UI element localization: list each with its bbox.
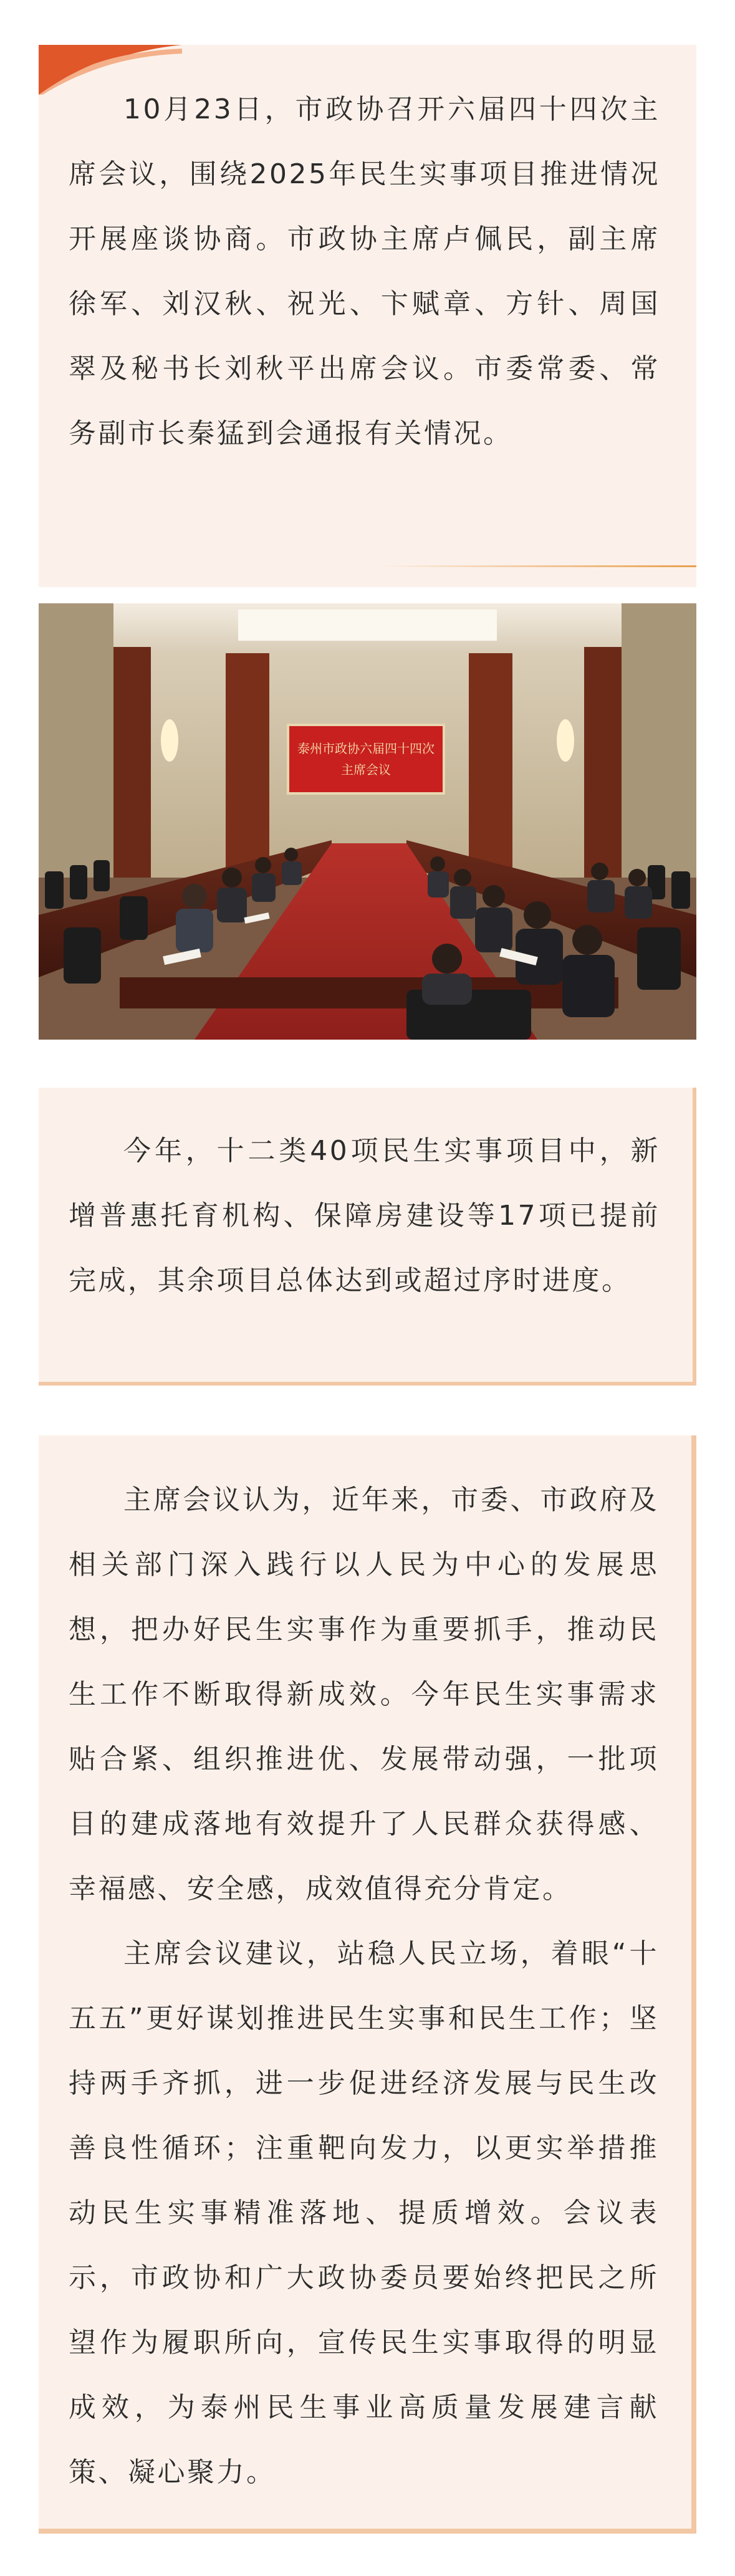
banner-title-line2: 主席会议	[341, 762, 391, 777]
conclusion-paragraph-2: 主席会议建议，站稳人民立场，着眼“十五五”更好谋划推进民生实事和民生工作；坚持两手齐抓，进一步促进经济发展与民生改善良性循环；注重靶向发力，以更实举措推动民生实事精准落地、提质增效。会议表示，市政协和广大政协委员要始终把民之所望作为履职所向，宣传民生实事取得的明显成效，为泰州民生事业高质量发展建言献策、凝心聚力。	[69, 1938, 659, 2488]
meeting-photo	[39, 603, 696, 1040]
progress-card	[39, 1088, 696, 1386]
progress-paragraph: 今年，十二类40项民生实事项目中，新增普惠托育机构、保障房建设等17项已提前完成，其余项目总体达到或超过序时进度。	[69, 1135, 660, 1296]
decorative-underline	[375, 565, 696, 567]
intro-card	[39, 45, 696, 587]
conclusion-paragraph-1: 主席会议认为，近年来，市委、市政府及相关部门深入践行以人民为中心的发展思想，把办好民生实事作为重要抓手，推动民生工作不断取得新成效。今年民生实事需求贴合紧、组织推进优、发展带动强，一批项目的建成落地有效提升了人民群众获得感、幸福感、安全感，成效值得充分肯定。	[69, 1484, 659, 1905]
banner-title-line1: 泰州市政协六届四十四次	[297, 741, 435, 756]
corner-ribbon-decoration	[39, 45, 182, 95]
intro-paragraph: 10月23日，市政协召开六届四十四次主席会议，围绕2025年民生实事项目推进情况开展座谈协商。市政协主席卢佩民，副主席徐军、刘汉秋、祝光、卞赋章、方针、周国翠及秘书长刘秋平出席会议。市委常委、常务副市长秦猛到会通报有关情况。	[69, 93, 660, 449]
conclusions-card	[39, 1435, 696, 2534]
